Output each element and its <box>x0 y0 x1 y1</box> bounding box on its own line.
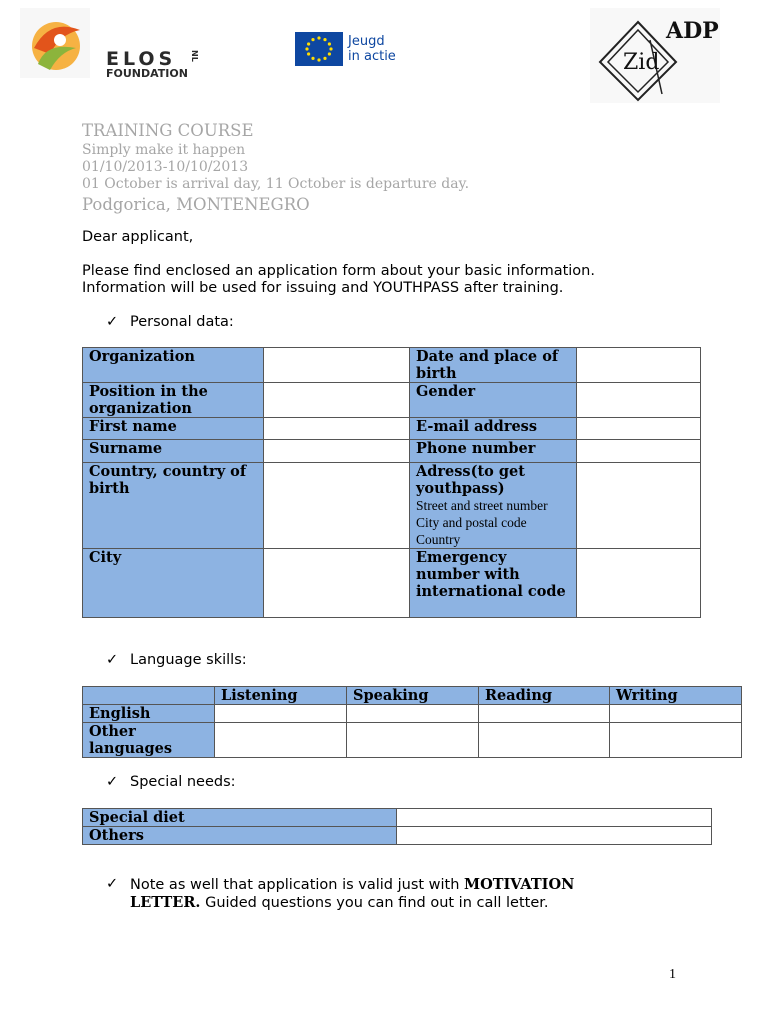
checkmark-icon: ✓ <box>106 314 119 330</box>
input-city[interactable] <box>264 549 410 618</box>
section-personal <box>106 314 234 331</box>
section-language-label: Language skills: <box>130 652 247 668</box>
special-needs-table <box>82 808 712 845</box>
elos-name: ELOS <box>106 48 177 70</box>
eu-text-line1: Jeugd <box>348 34 385 49</box>
table-row <box>83 723 742 758</box>
label-city: City <box>83 549 264 618</box>
section-personal-label: Personal data: <box>130 314 234 330</box>
note-bold: MOTIVATION LETTER. <box>130 876 575 911</box>
section-special <box>106 774 236 791</box>
elos-foundation-logo <box>20 8 200 80</box>
greeting: Dear applicant, <box>82 229 194 245</box>
label-country: Country, country of birth <box>83 463 264 549</box>
adp-text: ADP <box>666 18 719 44</box>
course-title: TRAINING COURSE <box>82 121 254 140</box>
label-email: E-mail address <box>410 418 577 440</box>
label-address-title: Adress(to get youthpass) <box>416 463 525 497</box>
personal-data-table <box>82 347 701 618</box>
table-row <box>83 383 701 418</box>
label-phone: Phone number <box>410 440 577 463</box>
youth-in-action-logo <box>295 32 407 66</box>
course-title-block <box>82 120 469 216</box>
table-header-row <box>83 687 742 705</box>
zid-text: Zid <box>623 50 660 75</box>
section-special-label: Special needs: <box>130 774 236 790</box>
input-gender[interactable] <box>577 383 701 418</box>
input-other-listening[interactable] <box>215 723 347 758</box>
eu-text-line2: in actie <box>348 49 396 64</box>
label-organization: Organization <box>83 348 264 383</box>
note-suffix: Guided questions you can find out in call letter. <box>200 895 549 911</box>
input-phone[interactable] <box>577 440 701 463</box>
label-surname: Surname <box>83 440 264 463</box>
input-first-name[interactable] <box>264 418 410 440</box>
input-other-reading[interactable] <box>479 723 610 758</box>
label-special-diet: Special diet <box>83 809 397 827</box>
input-others[interactable] <box>397 827 712 845</box>
elos-nl: NL <box>190 50 199 62</box>
checkmark-icon: ✓ <box>106 876 119 892</box>
address-hint-city: City and postal code <box>416 515 527 530</box>
table-row <box>83 705 742 723</box>
table-row <box>83 348 701 383</box>
checkmark-icon: ✓ <box>106 652 119 668</box>
address-hint-country: Country <box>416 532 461 547</box>
col-header-writing: Writing <box>610 687 742 705</box>
address-hints <box>416 497 570 548</box>
note-text <box>106 876 646 912</box>
adp-zid-logo <box>590 8 720 103</box>
label-others: Others <box>83 827 397 845</box>
input-country[interactable] <box>264 463 410 549</box>
input-other-writing[interactable] <box>610 723 742 758</box>
intro-line1: Please find enclosed an application form about your basic information. <box>82 263 595 279</box>
label-date-place-birth: Date and place of birth <box>410 348 577 383</box>
input-surname[interactable] <box>264 440 410 463</box>
label-gender: Gender <box>410 383 577 418</box>
col-header-speaking: Speaking <box>347 687 479 705</box>
intro-line2: Information will be used for issuing and YOUTHPASS after training. <box>82 280 564 296</box>
input-date-place-birth[interactable] <box>577 348 701 383</box>
label-address <box>410 463 577 549</box>
col-header-reading: Reading <box>479 687 610 705</box>
address-hint-street: Street and street number <box>416 498 548 513</box>
input-position[interactable] <box>264 383 410 418</box>
input-english-reading[interactable] <box>479 705 610 723</box>
label-position: Position in the organization <box>83 383 264 418</box>
input-organization[interactable] <box>264 348 410 383</box>
elos-foundation-text: FOUNDATION <box>106 67 188 80</box>
row-label-other-languages: Other languages <box>83 723 215 758</box>
course-tagline: Simply make it happen <box>82 142 246 158</box>
table-row <box>83 827 712 845</box>
page-number: 1 <box>669 967 676 982</box>
checkmark-icon: ✓ <box>106 774 119 790</box>
col-header-listening: Listening <box>215 687 347 705</box>
input-english-listening[interactable] <box>215 705 347 723</box>
course-arrival-note: 01 October is arrival day, 11 October is departure day. <box>82 176 470 192</box>
col-header-empty <box>83 687 215 705</box>
input-special-diet[interactable] <box>397 809 712 827</box>
motivation-note <box>106 876 646 912</box>
section-language <box>106 652 247 669</box>
table-row <box>83 418 701 440</box>
label-first-name: First name <box>83 418 264 440</box>
input-english-writing[interactable] <box>610 705 742 723</box>
table-row <box>83 463 701 549</box>
table-row <box>83 809 712 827</box>
label-emergency: Emergency number with international code <box>410 549 577 618</box>
course-location: Podgorica, MONTENEGRO <box>82 195 310 214</box>
input-other-speaking[interactable] <box>347 723 479 758</box>
input-email[interactable] <box>577 418 701 440</box>
table-row <box>83 440 701 463</box>
input-emergency[interactable] <box>577 549 701 618</box>
input-address[interactable] <box>577 463 701 549</box>
input-english-speaking[interactable] <box>347 705 479 723</box>
language-skills-table <box>82 686 742 758</box>
table-row <box>83 549 701 618</box>
course-dates: 01/10/2013-10/10/2013 <box>82 159 249 175</box>
row-label-english: English <box>83 705 215 723</box>
note-prefix: Note as well that application is valid just with <box>130 877 465 893</box>
